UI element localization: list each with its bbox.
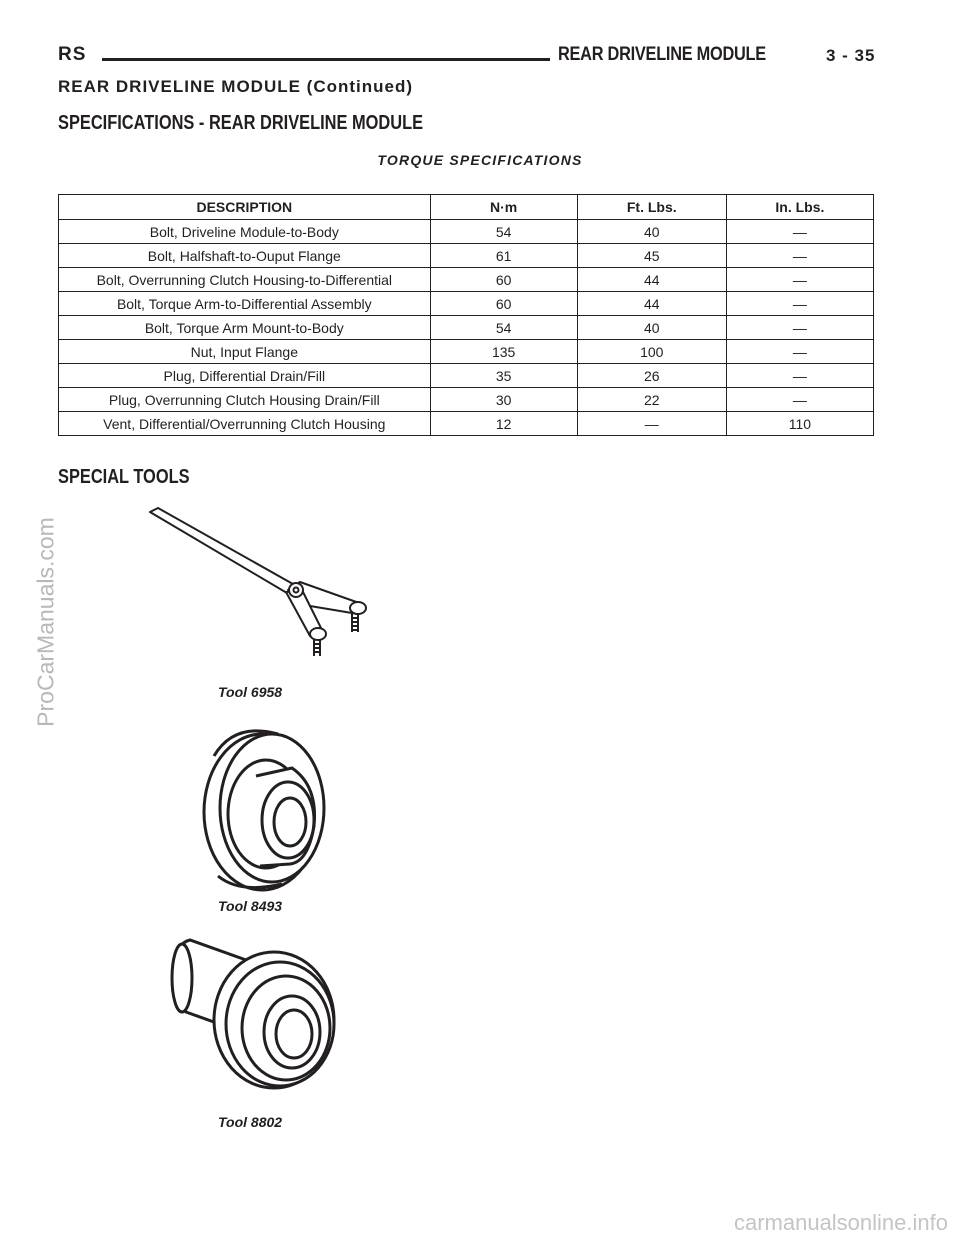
table-cell: Bolt, Torque Arm Mount-to-Body [59, 316, 431, 340]
table-cell: 60 [430, 268, 577, 292]
table-cell: Nut, Input Flange [59, 340, 431, 364]
table-cell: Bolt, Driveline Module-to-Body [59, 220, 431, 244]
table-cell: — [726, 220, 873, 244]
seal-installer-icon [194, 716, 334, 892]
table-cell: — [726, 292, 873, 316]
bottom-watermark: carmanualsonline.info [733, 1210, 948, 1235]
spanner-wrench-icon [140, 500, 380, 660]
table-cell: 54 [430, 316, 577, 340]
table-cell: 44 [577, 292, 726, 316]
column-header-description: DESCRIPTION [59, 195, 431, 220]
column-header-nm: N·m [430, 195, 577, 220]
table-cell: 26 [577, 364, 726, 388]
table-cell: 22 [577, 388, 726, 412]
table-cell: 135 [430, 340, 577, 364]
table-row [59, 268, 874, 292]
table-cell: — [577, 412, 726, 436]
table-cell: Plug, Overrunning Clutch Housing Drain/Fill [59, 388, 431, 412]
table-row [59, 340, 874, 364]
table-row [59, 388, 874, 412]
table-title: TORQUE SPECIFICATIONS [377, 152, 583, 168]
tool-label: Tool 6958 [218, 684, 283, 700]
table-cell: Vent, Differential/Overrunning Clutch Housing [59, 412, 431, 436]
header-rule [102, 58, 550, 61]
table-row [59, 292, 874, 316]
table-cell: 35 [430, 364, 577, 388]
tool-label: Tool 8493 [218, 898, 283, 914]
table-cell: 100 [577, 340, 726, 364]
table-cell: Bolt, Halfshaft-to-Ouput Flange [59, 244, 431, 268]
table-cell: — [726, 364, 873, 388]
bearing-installer-icon [164, 936, 344, 1092]
header-section-code: RS [58, 44, 87, 65]
table-cell: Plug, Differential Drain/Fill [59, 364, 431, 388]
table-row [59, 412, 874, 436]
table-cell: 40 [577, 220, 726, 244]
special-tools-heading: SPECIAL TOOLS [58, 466, 190, 488]
table-row [59, 220, 874, 244]
table-cell: Bolt, Overrunning Clutch Housing-to-Differential [59, 268, 431, 292]
table-cell: — [726, 268, 873, 292]
table-cell: 110 [726, 412, 873, 436]
table-cell: 12 [430, 412, 577, 436]
table-header-row [59, 195, 874, 220]
table-cell: 45 [577, 244, 726, 268]
side-watermark: ProCarManuals.com [32, 517, 59, 727]
table-cell: — [726, 316, 873, 340]
table-cell: Bolt, Torque Arm-to-Differential Assembly [59, 292, 431, 316]
column-header-in-lbs: In. Lbs. [726, 195, 873, 220]
torque-specifications-table [58, 194, 874, 436]
tool-label: Tool 8802 [218, 1114, 283, 1130]
table-cell: — [726, 244, 873, 268]
table-cell: 60 [430, 292, 577, 316]
table-cell: 40 [577, 316, 726, 340]
table-cell: — [726, 340, 873, 364]
column-header-ft-lbs: Ft. Lbs. [577, 195, 726, 220]
page-number: 3 - 35 [826, 46, 876, 65]
header-title: REAR DRIVELINE MODULE [558, 44, 766, 65]
table-cell: — [726, 388, 873, 412]
table-cell: 61 [430, 244, 577, 268]
table-row [59, 364, 874, 388]
table-cell: 44 [577, 268, 726, 292]
table-row [59, 316, 874, 340]
table-row [59, 244, 874, 268]
continued-heading: REAR DRIVELINE MODULE (Continued) [58, 77, 414, 96]
table-cell: 30 [430, 388, 577, 412]
specifications-heading: SPECIFICATIONS - REAR DRIVELINE MODULE [58, 112, 424, 134]
table-cell: 54 [430, 220, 577, 244]
